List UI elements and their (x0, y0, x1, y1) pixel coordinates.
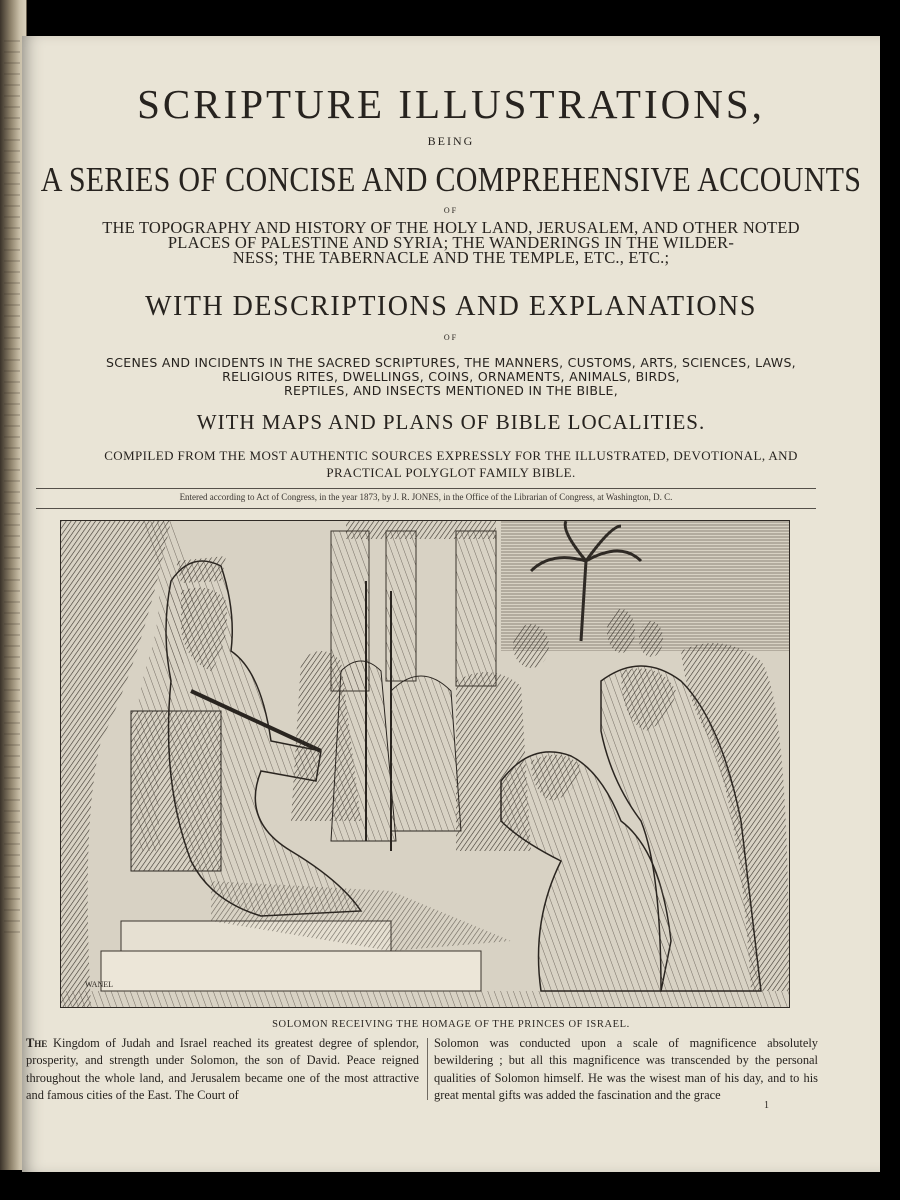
page-number: 1 (764, 1100, 769, 1111)
column-divider (427, 1038, 428, 1100)
copyright-notice: Entered according to Act of Congress, in the year 1873, by J. R. JONES, in the Office of the Librarian of Congress, at Washington, D. C. (179, 492, 673, 502)
title-compiled (22, 447, 880, 481)
engraving-illustration (60, 520, 790, 1008)
scenes-line: RELIGIOUS RITES, DWELLINGS, COINS, ORNAMENTS, ANIMALS, BIRDS, (222, 369, 680, 384)
title-of-1: OF (443, 206, 459, 215)
main-title: SCRIPTURE ILLUSTRATIONS, (137, 81, 765, 127)
title-being: BEING (427, 134, 475, 148)
engraver-signature: WANEL (85, 980, 113, 989)
scenes-line: SCENES AND INCIDENTS IN THE SACRED SCRIPTURES, THE MANNERS, CUSTOMS, ARTS, SCIENCES, LAWS, (106, 355, 796, 370)
title-series: A SERIES OF CONCISE AND COMPREHENSIVE ACCOUNTS (40, 161, 862, 199)
compiled-line: COMPILED FROM THE MOST AUTHENTIC SOURCES EXPRESSLY FOR THE ILLUSTRATED, DEVOTIONAL, AND (104, 448, 798, 463)
book-page (22, 36, 880, 1172)
topography-line: PLACES OF PALESTINE AND SYRIA; THE WANDERINGS IN THE WILDER- (167, 233, 735, 252)
scenes-line: REPTILES, AND INSECTS MENTIONED IN THE BIBLE, (284, 383, 618, 398)
illustration-caption: SOLOMON RECEIVING THE HOMAGE OF THE PRINCES OF ISRAEL. (272, 1019, 630, 1030)
title-descriptions: WITH DESCRIPTIONS AND EXPLANATIONS (145, 291, 757, 322)
lead-word: The (26, 1036, 48, 1050)
title-of-2: OF (443, 333, 459, 342)
body-column-left (26, 1035, 419, 1104)
left-column-text: Kingdom of Judah and Israel reached its greatest degree of splendor, prosperity, and strength under Solomon, the son of David. Peace reigned throughout the whole land, and Jerusalem became one of the most attractive and famous cities of the East. The Court of (26, 1036, 419, 1102)
top-rule (36, 488, 816, 489)
title-scenes (22, 356, 880, 398)
right-column-text: Solomon was conducted upon a scale of magnificence absolutely bewildering ; but all this magnificence was transcended by the personal qualities of Solomon himself. He was the wisest man of his day, and to his great mental gifts was added the fascination and the grace (434, 1036, 818, 1102)
bottom-rule (36, 508, 816, 509)
title-maps: WITH MAPS AND PLANS OF BIBLE LOCALITIES. (196, 410, 706, 434)
topography-line: THE TOPOGRAPHY AND HISTORY OF THE HOLY LAND, JERUSALEM, AND OTHER NOTED (102, 218, 800, 237)
topography-line: NESS; THE TABERNACLE AND THE TEMPLE, ETC., ETC.; (232, 248, 670, 267)
facing-page-text-edge (4, 40, 20, 940)
compiled-line: PRACTICAL POLYGLOT FAMILY BIBLE. (326, 465, 576, 480)
body-column-right (434, 1035, 818, 1104)
title-topography (22, 220, 880, 265)
